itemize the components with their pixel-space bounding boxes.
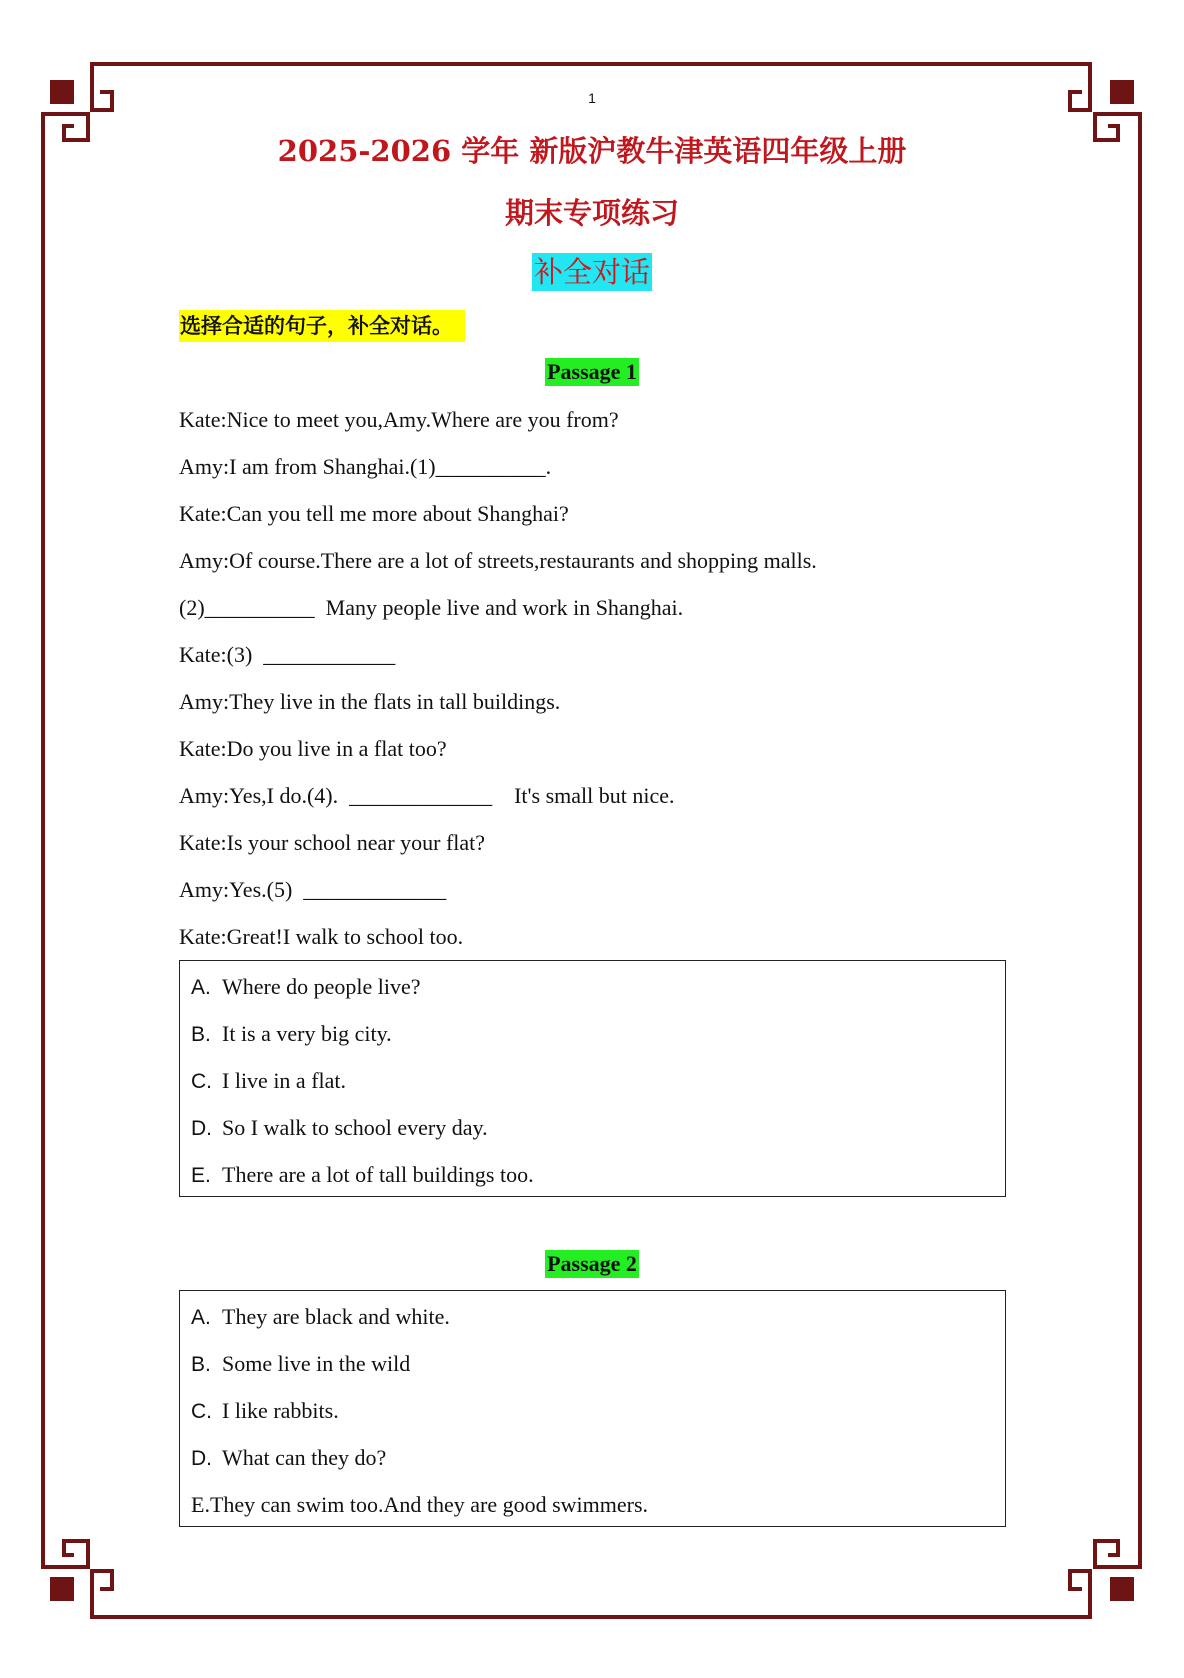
option-item (191, 1302, 1005, 1349)
option-letter: B. (191, 1023, 211, 1046)
instruction: 选择合适的句子，补全对话。 (179, 310, 465, 342)
option-letter: E. (191, 1164, 211, 1187)
passage-1-dialogue (179, 405, 1009, 969)
passage-2-options-box (179, 1290, 1006, 1527)
option-item (191, 1019, 1005, 1066)
passage-2-heading: Passage 2 (547, 1251, 637, 1276)
option-text: I live in a flat. (222, 1068, 347, 1093)
option-item (191, 1113, 1005, 1160)
title-line-1: 2025-2026 学年 新版沪教牛津英语四年级上册 (277, 134, 907, 168)
corner-ornament-bottom-right (1064, 1535, 1140, 1617)
dialogue-line: Kate:Great!I walk to school too. (179, 924, 464, 949)
option-item (191, 972, 1005, 1019)
option-item (191, 1160, 1005, 1207)
dialogue-line: Amy:I am from Shanghai.(1)__________. (179, 454, 552, 479)
corner-ornament-bottom-left (43, 1535, 118, 1617)
option-letter: A. (191, 1306, 211, 1329)
option-item (191, 1443, 1005, 1490)
passage-1-heading: Passage 1 (547, 359, 637, 384)
dialogue-line: Kate:(3) ____________ (179, 642, 396, 667)
option-text: They are black and white. (222, 1304, 450, 1329)
option-letter: D. (191, 1447, 212, 1470)
option-letter: D. (191, 1117, 212, 1140)
dialogue-line: Kate:Is your school near your flat? (179, 830, 486, 855)
option-item (191, 1066, 1005, 1113)
passage-1-options-box (179, 960, 1006, 1197)
option-text: I like rabbits. (222, 1398, 339, 1423)
dialogue-line: Kate:Nice to meet you,Amy.Where are you from? (179, 407, 619, 432)
option-item (191, 1396, 1005, 1443)
option-text: There are a lot of tall buildings too. (222, 1162, 534, 1187)
option-text: So I walk to school every day. (222, 1115, 488, 1140)
option-text: Some live in the wild (222, 1351, 411, 1376)
option-text: E.They can swim too.And they are good swimmers. (191, 1492, 649, 1517)
dialogue-line: Amy:Of course.There are a lot of streets,restaurants and shopping malls. (179, 548, 817, 573)
option-letter: C. (191, 1400, 212, 1423)
page-number: 1 (588, 90, 596, 106)
title-line-2: 期末专项练习 (504, 196, 679, 230)
option-letter: C. (191, 1070, 212, 1093)
dialogue-line: Amy:They live in the flats in tall buildings. (179, 689, 561, 714)
dialogue-line: Amy:Yes.(5) _____________ (179, 877, 447, 902)
option-letter: A. (191, 976, 211, 999)
option-item (191, 1490, 1005, 1537)
dialogue-line: (2)__________ Many people live and work in Shanghai. (179, 595, 684, 620)
topic-label: 补全对话 (533, 255, 650, 289)
dialogue-line: Kate:Do you live in a flat too? (179, 736, 447, 761)
dialogue-line: Kate:Can you tell me more about Shanghai? (179, 501, 569, 526)
option-text: Where do people live? (222, 974, 421, 999)
option-item (191, 1349, 1005, 1396)
option-text: What can they do? (222, 1445, 387, 1470)
dialogue-line: Amy:Yes,I do.(4). _____________ It's small but nice. (179, 783, 675, 808)
option-letter: B. (191, 1353, 211, 1376)
option-text: It is a very big city. (222, 1021, 392, 1046)
